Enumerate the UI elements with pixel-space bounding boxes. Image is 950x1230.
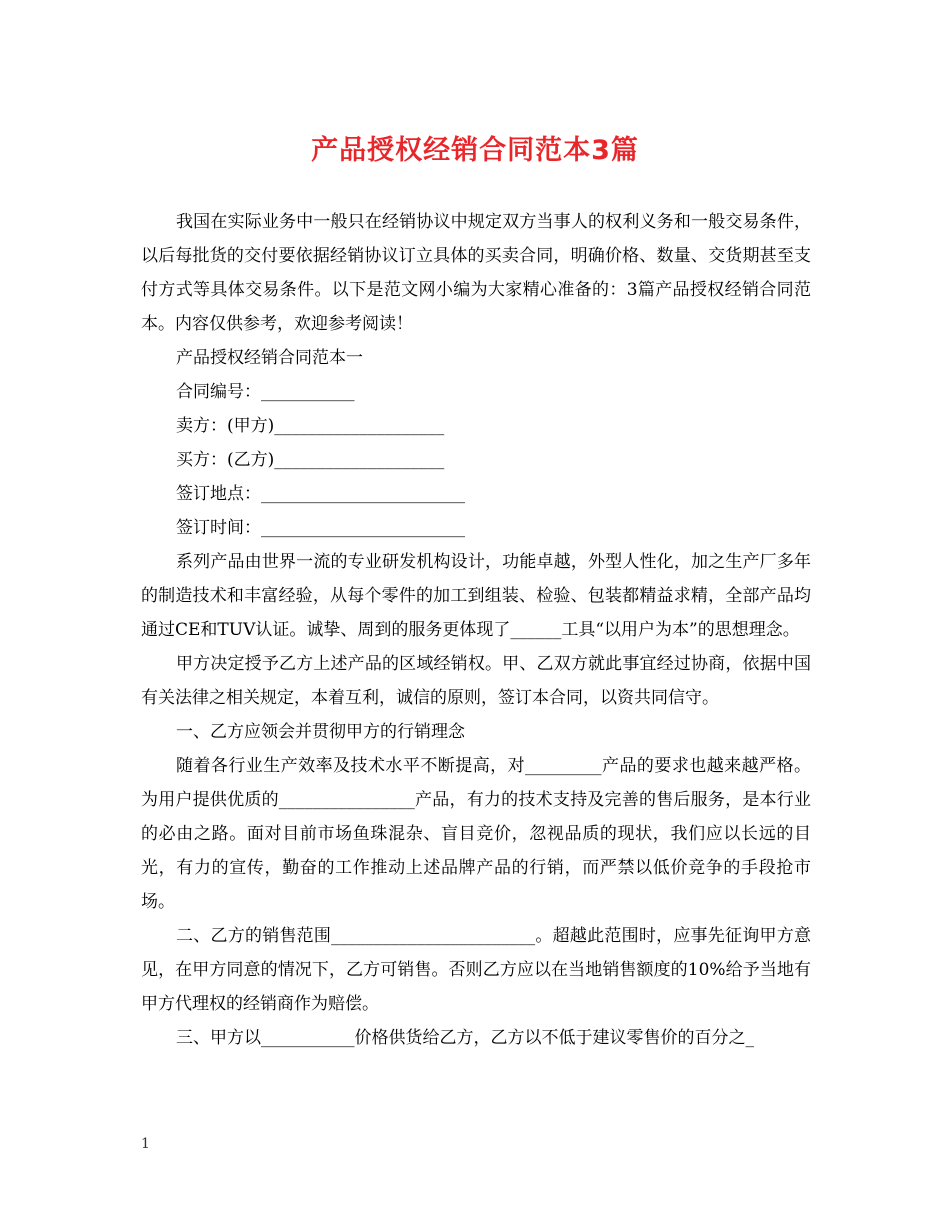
field-signing-place: 签订地点：________________________ bbox=[176, 484, 465, 504]
field-signing-time: 签订时间：________________________ bbox=[176, 518, 465, 538]
paragraph-contract-heading: 产品授权经销合同范本一 bbox=[176, 348, 363, 368]
paragraph-clause-1: 随着各行业生产效率及技术水平不断提高，对_________产品的要求也越来越严格。为用户提供优质的________________产品，有力的技术支持及完善的售后服务，是本行业的必由之路。面对目前市场鱼珠混杂、盲目竞价，忽视品质的现状，我们应以长远的目光，有力的宣传，勤奋的工作推动上述品牌产品的行销，而严禁以低价竞争的手段抢市场。 bbox=[141, 756, 811, 912]
clause-heading-1: 一、乙方应领会并贯彻甲方的行销理念 bbox=[176, 722, 465, 742]
paragraph-clause-3: 三、甲方以___________价格供货给乙方，乙方以不低于建议零售价的百分之_ bbox=[176, 1028, 754, 1048]
paragraph-product-description: 系列产品由世界一流的专业研发机构设计，功能卓越，外型人性化，加之生产厂多年的制造技术和丰富经验，从每个零件的加工到组装、检验、包装都精益求精，全部产品均通过CE和TUV认证。诚挚、周到的服务更体现了______工具“以用户为本”的思想理念。 bbox=[141, 552, 811, 640]
paragraph-intro: 我国在实际业务中一般只在经销协议中规定双方当事人的权利义务和一般交易条件，以后每批货的交付要依据经销协议订立具体的买卖合同，明确价格、数量、交货期甚至支付方式等具体交易条件。以下是范文网小编为大家精心准备的：3篇产品授权经销合同范本。内容仅供参考，欢迎参考阅读！ bbox=[141, 212, 811, 334]
field-seller: 卖方：(甲方)____________________ bbox=[176, 416, 445, 436]
document-title: 产品授权经销合同范本3篇 bbox=[311, 135, 639, 166]
paragraph-authorization: 甲方决定授予乙方上述产品的区域经销权。甲、乙双方就此事宜经过协商，依据中国有关法律之相关规定，本着互利，诚信的原则，签订本合同，以资共同信守。 bbox=[141, 654, 811, 708]
field-buyer: 买方：(乙方)____________________ bbox=[176, 450, 445, 470]
paragraph-clause-2: 二、乙方的销售范围________________________。超越此范围时，应事先征询甲方意见，在甲方同意的情况下，乙方可销售。否则乙方应以在当地销售额度的10%给予当地有甲方代理权的经销商作为赔偿。 bbox=[141, 926, 811, 1014]
page-number: 1 bbox=[141, 1136, 150, 1152]
document-body bbox=[141, 205, 811, 1055]
field-contract-number: 合同编号：___________ bbox=[176, 382, 355, 402]
